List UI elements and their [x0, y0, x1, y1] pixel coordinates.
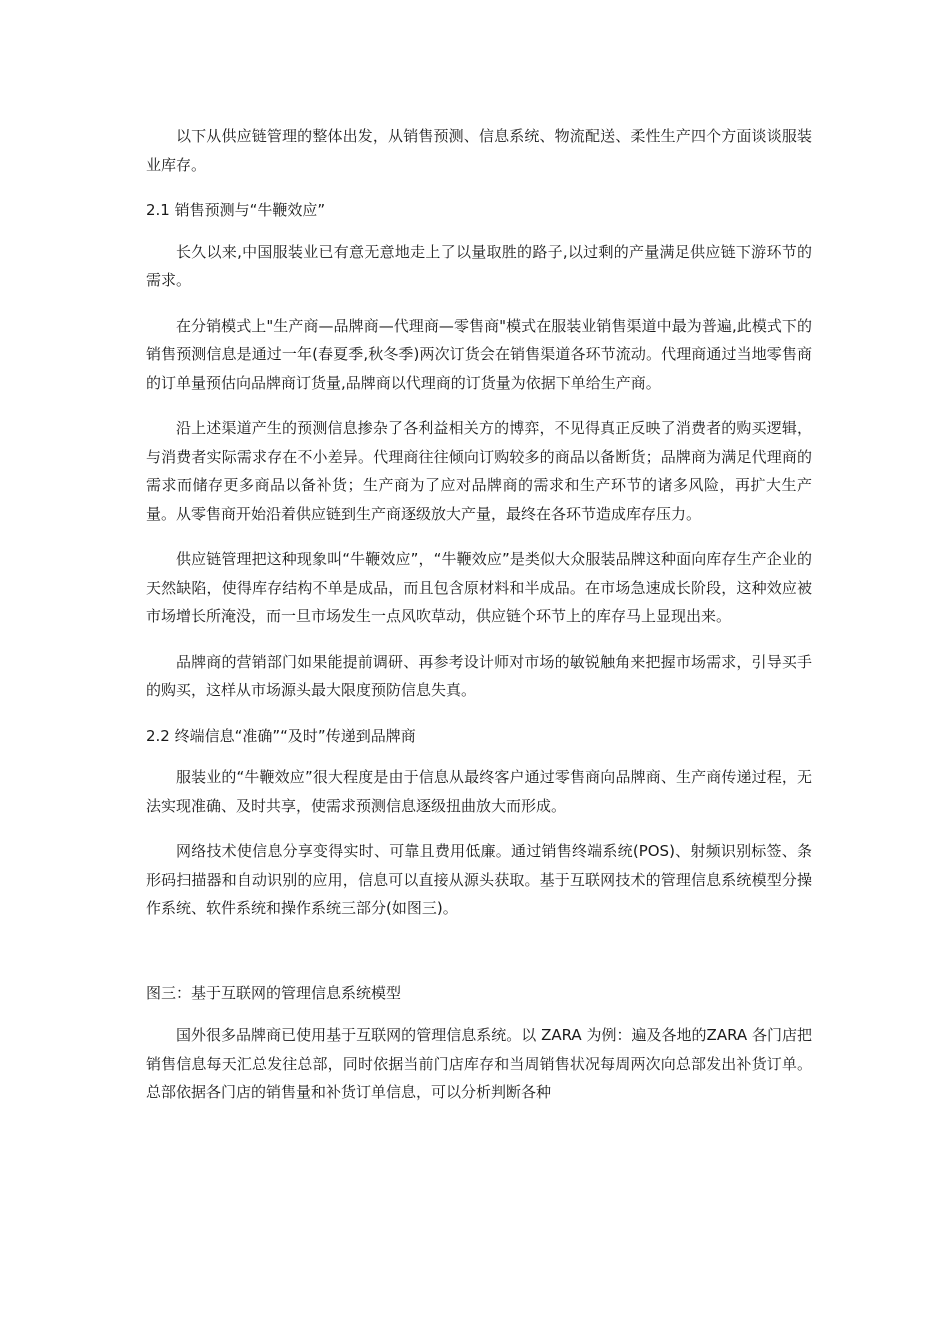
paragraph-information-sharing: 服装业的“牛鞭效应”很大程度是由于信息从最终客户通过零售商向品牌商、生产商传递过程，无法实现准确、及时共享，使需求预测信息逐级扭曲放大而形成。 — [146, 768, 812, 815]
paragraph-marketing-research: 品牌商的营销部门如果能提前调研、再参考设计师对市场的敏锐触角来把握市场需求，引导买手的购买，这样从市场源头最大限度预防信息失真。 — [146, 652, 812, 699]
paragraph-intro: 以下从供应链管理的整体出发，从销售预测、信息系统、物流配送、柔性生产四个方面谈谈服装业库存。 — [146, 127, 812, 174]
document-body — [146, 122, 812, 1124]
paragraph-forecast-distortion: 沿上述渠道产生的预测信息掺杂了各利益相关方的博弈，不见得真正反映了消费者的购买逻辑，与消费者实际需求存在不小差异。代理商往往倾向订购较多的商品以备断货；品牌商为满足代理商的需求而储存更多商品以备补货；生产商为了应对品牌商的需求和生产环节的诸多风险，再扩大生产量。从零售商开始沿着供应链到生产商逐级放大产量，最终在各环节造成库存压力。 — [146, 419, 812, 523]
paragraph-bullwhip-effect: 供应链管理把这种现象叫“牛鞭效应”，“牛鞭效应”是类似大众服装品牌这种面向库存生产企业的天然缺陷，使得库存结构不单是成品，而且包含原材料和半成品。在市场急速成长阶段，这种效应被市场增长所淹没，而一旦市场发生一点风吹草动，供应链个环节上的库存马上显现出来。 — [146, 550, 812, 625]
section-heading-2-2: 2.2 终端信息“准确”“及时”传递到品牌商 — [146, 726, 416, 745]
figure-caption: 图三：基于互联网的管理信息系统模型 — [146, 983, 402, 1002]
paragraph-network-technology: 网络技术使信息分享变得实时、可靠且费用低廉。通过销售终端系统(POS)、射频识别标签、条形码扫描器和自动识别的应用，信息可以直接从源头获取。基于互联网技术的管理信息系统模型分操作系统、软件系统和操作系统三部分(如图三)。 — [146, 842, 812, 917]
section-heading-2-1: 2.1 销售预测与“牛鞭效应” — [146, 201, 326, 219]
paragraph-overproduction: 长久以来,中国服装业已有意无意地走上了以量取胜的路子,以过剩的产量满足供应链下游环节的需求。 — [146, 242, 812, 289]
paragraph-distribution-model: 在分销模式上"生产商—品牌商—代理商—零售商"模式在服装业销售渠道中最为普遍,此模式下的销售预测信息是通过一年(春夏季,秋冬季)两次订货会在销售渠道各环节流动。代理商通过当地零售商的订单量预估向品牌商订货量,品牌商以代理商的订货量为依据下单给生产商。 — [146, 316, 812, 392]
paragraph-zara-example: 国外很多品牌商已使用基于互联网的管理信息系统。以 ZARA 为例：遍及各地的ZARA 各门店把销售信息每天汇总发往总部，同时依据当前门店库存和当周销售状况每周两次向总部发出补货订单。总部依据各门店的销售量和补货订单信息，可以分析判断各种 — [146, 1026, 812, 1101]
